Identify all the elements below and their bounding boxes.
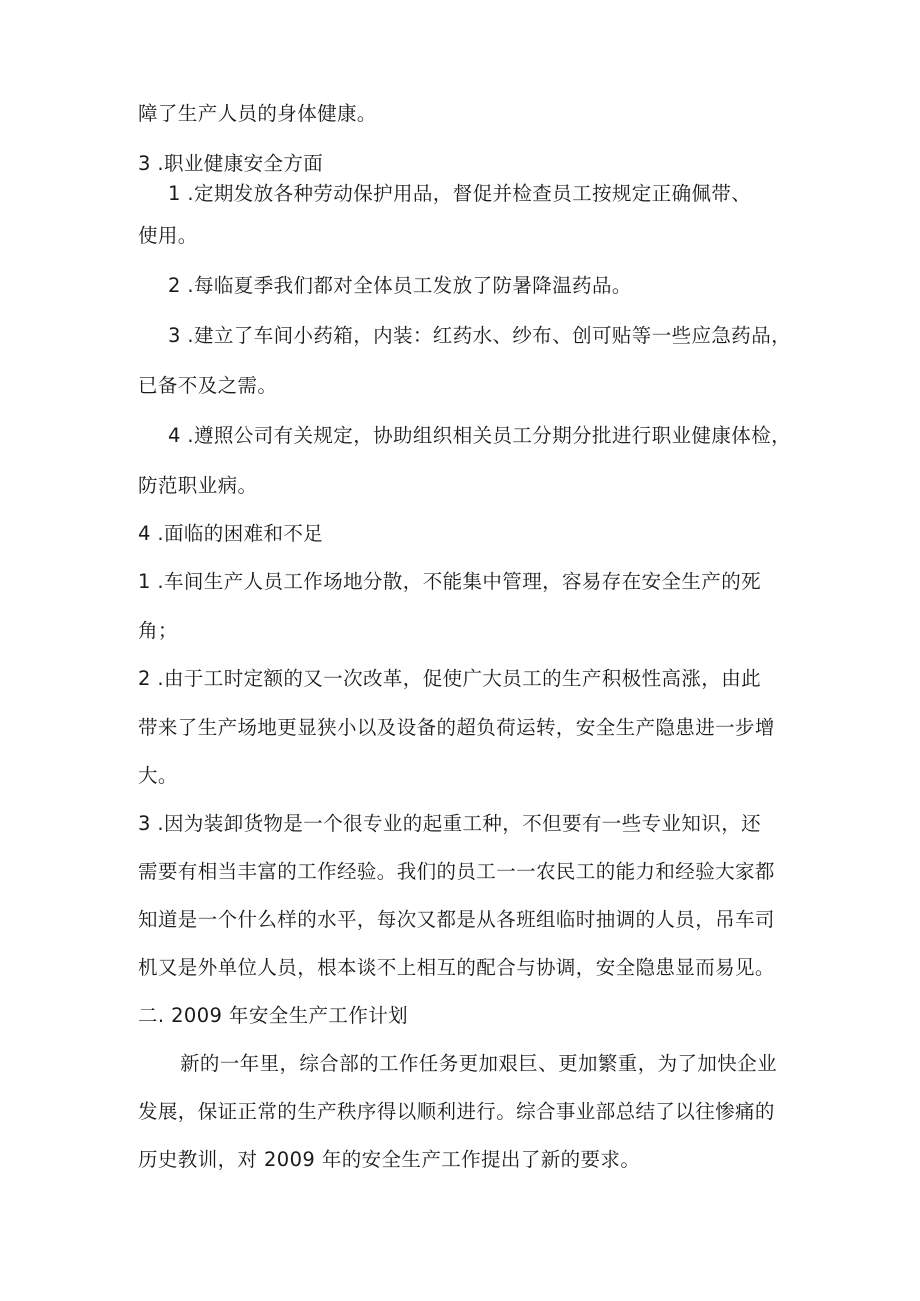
list-item: 3 .因为装卸货物是一个很专业的起重工种，不但要有一些专业知识，还 <box>138 812 762 835</box>
text-line: 机又是外单位人员，根本谈不上相互的配合与协调，安全隐患显而易见。 <box>138 956 775 979</box>
text-line: 大。 <box>138 764 178 787</box>
paragraph-first-line: 新的一年里，综合部的工作任务更加艰巨、更加繁重，为了加快企业 <box>180 1052 778 1075</box>
text-line: 带来了生产场地更显狭小以及设备的超负荷运转，安全生产隐患进一步增 <box>138 716 775 739</box>
text-line: 角； <box>138 619 178 642</box>
list-item: 2 .每临夏季我们都对全体员工发放了防暑降温药品。 <box>168 274 632 297</box>
list-item: 4 .遵照公司有关规定，协助组织相关员工分期分批进行职业健康体检， <box>168 424 792 447</box>
text-line: 需要有相当丰富的工作经验。我们的员工一一农民工的能力和经验大家都 <box>138 860 775 883</box>
list-item: 2 .由于工时定额的又一次改革，促使广大员工的生产积极性高涨，由此 <box>138 667 762 690</box>
text-line: 知道是一个什么样的水平，每次又都是从各班组临时抽调的人员，吊车司 <box>138 908 775 931</box>
section-heading: 3 .职业健康安全方面 <box>138 152 324 175</box>
section-heading: 4 .面临的困难和不足 <box>138 522 324 545</box>
text-line: 历史教训，对 2009 年的安全生产工作提出了新的要求。 <box>138 1148 641 1171</box>
text-line: 使用。 <box>138 224 198 247</box>
list-item: 1 .车间生产人员工作场地分散，不能集中管理，容易存在安全生产的死 <box>138 570 762 593</box>
list-item: 3 .建立了车间小药箱，内装：红药水、纱布、创可贴等一些应急药品， <box>168 324 792 347</box>
list-item: 1 .定期发放各种劳动保护用品，督促并检查员工按规定正确佩带、 <box>168 182 752 205</box>
text-line: 防范职业病。 <box>138 474 258 497</box>
text-line: 障了生产人员的身体健康。 <box>138 102 377 125</box>
text-line: 发展，保证正常的生产秩序得以顺利进行。综合事业部总结了以往惨痛的 <box>138 1100 775 1123</box>
text-line: 已备不及之需。 <box>138 374 278 397</box>
section-heading: 二. 2009 年安全生产工作计划 <box>138 1004 409 1027</box>
